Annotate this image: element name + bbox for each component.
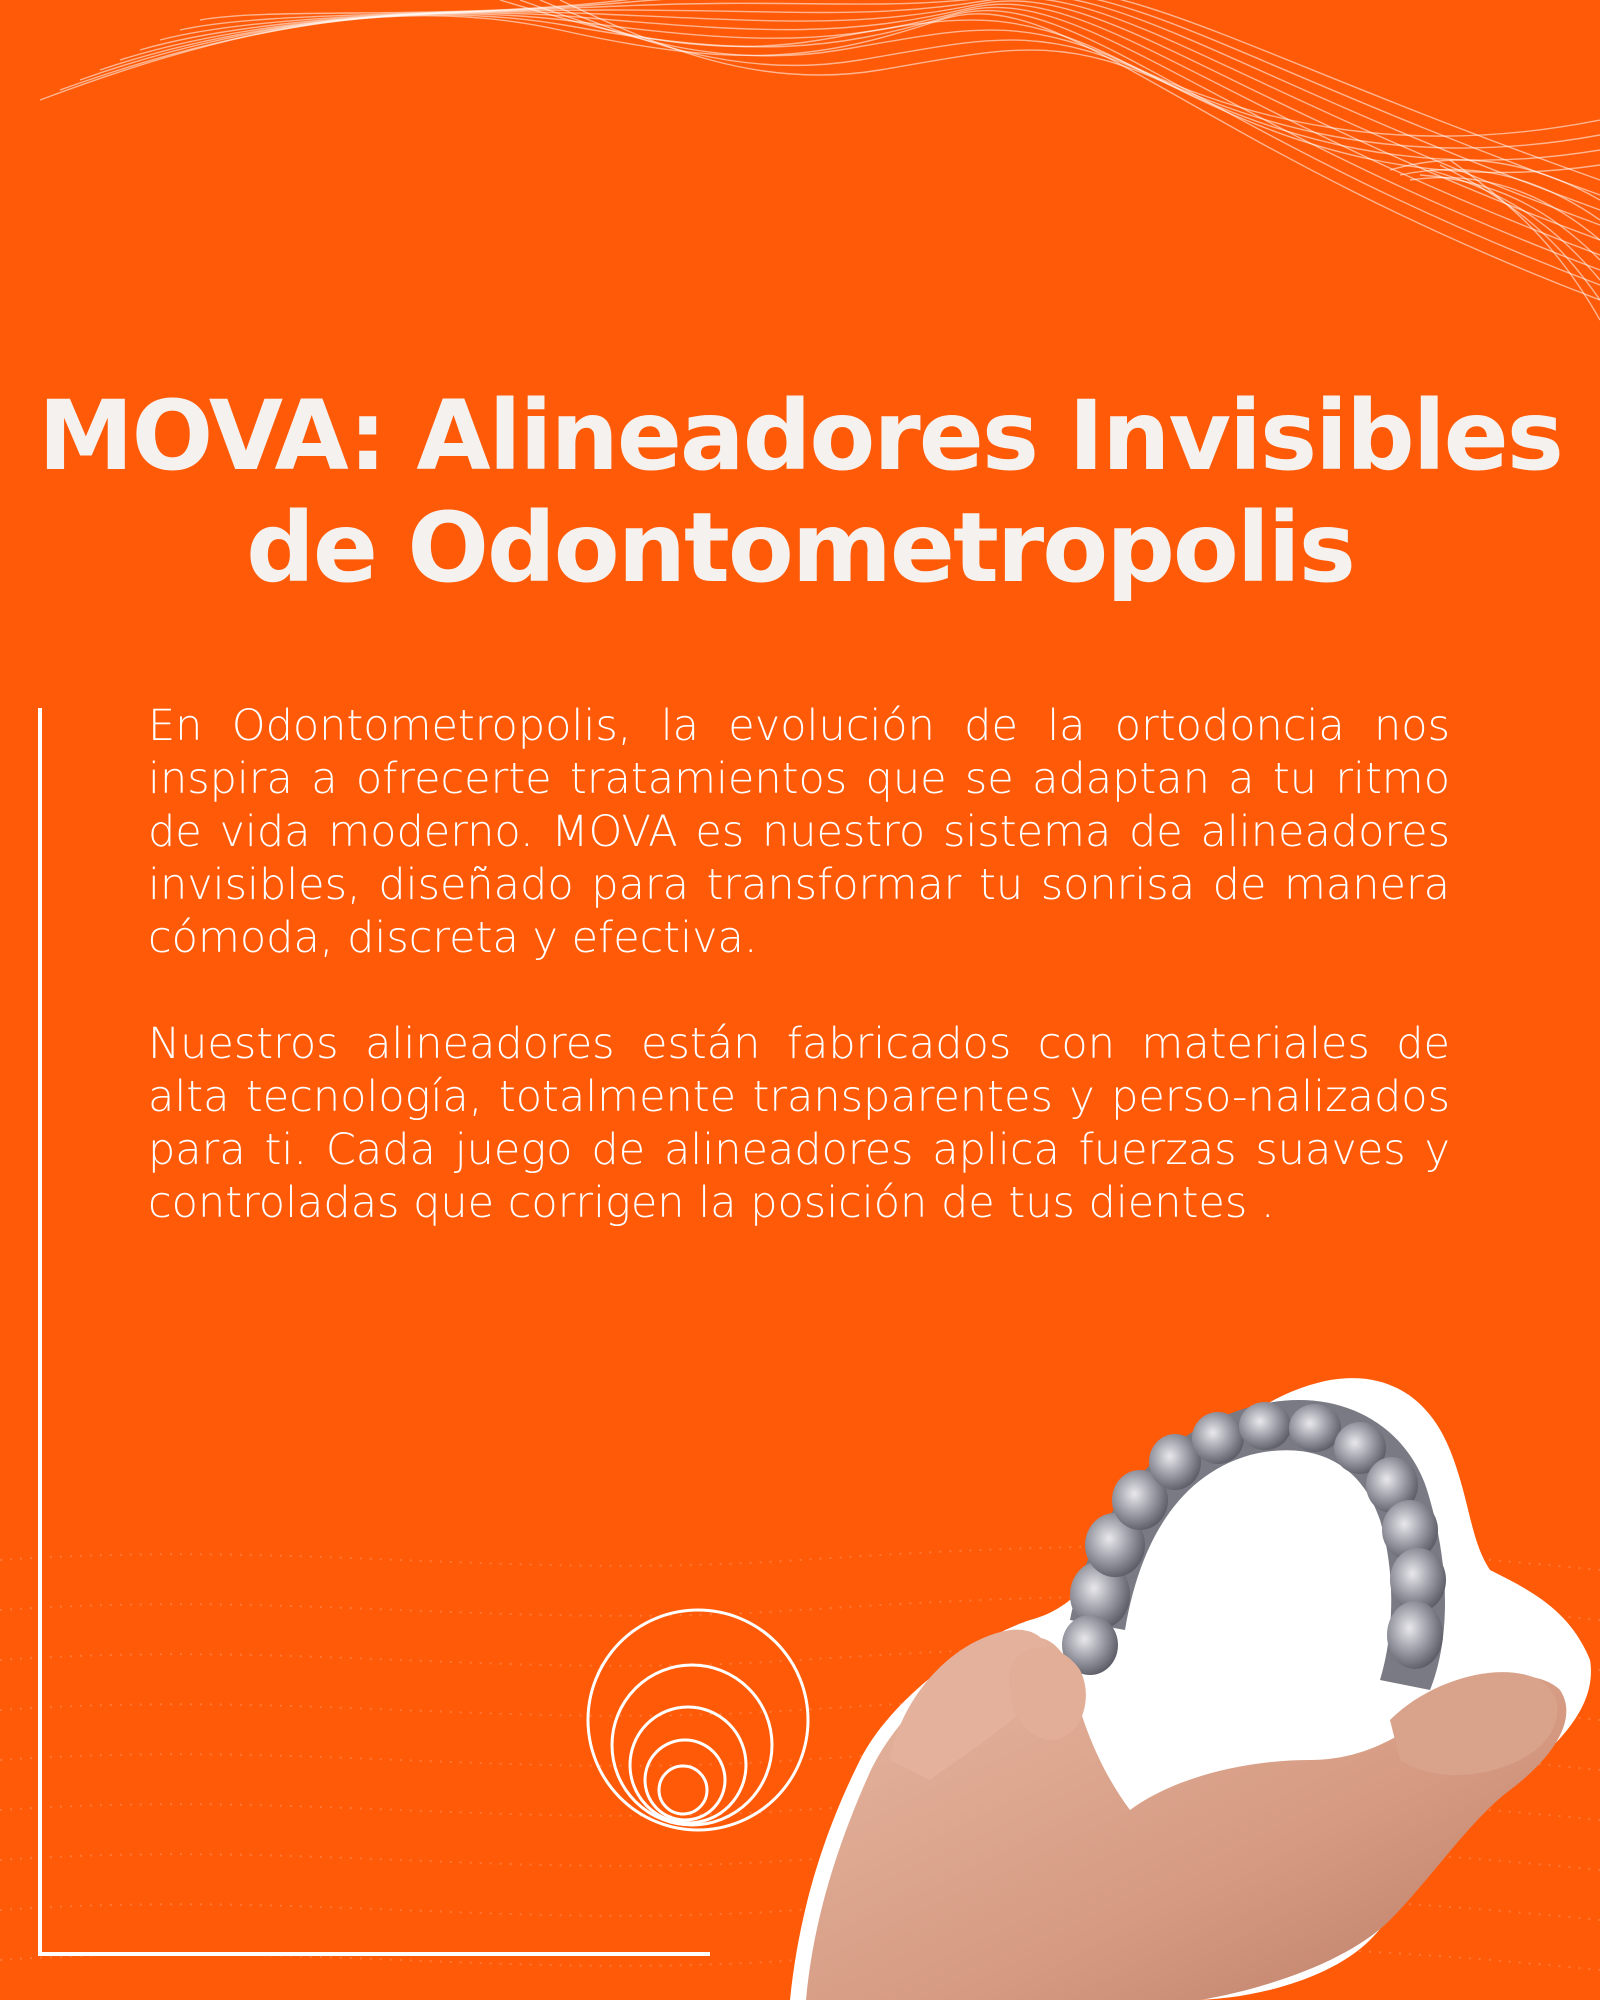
description <box>148 700 1450 1283</box>
hand-holding-aligner-illustration <box>770 1340 1600 2000</box>
frame-line-left <box>38 708 42 1956</box>
description-paragraph-2: Nuestros alineadores están fabricados con materiales de alta tecnología, totalmente transparentes y perso-nalizados para ti. Cada juego de alineadores aplica fuerzas suaves y controladas que corrigen la posición de tus dientes . <box>148 1019 1450 1228</box>
title-line-2: de Odontometropolis <box>246 492 1354 604</box>
page-title <box>0 380 1600 604</box>
wave-lines-decoration <box>0 0 1600 340</box>
frame-line-bottom <box>38 1952 710 1956</box>
title-line-1: MOVA: Alineadores Invisibles <box>38 380 1562 492</box>
description-paragraph-1: En Odontometropolis, la evolución de la ortodoncia nos inspira a ofrecerte tratamientos que se adaptan a tu ritmo de vida moderno. MOVA es nuestro sistema de alineadores invisibles, diseñado para transformar tu sonrisa de manera cómoda, discreta y efectiva. <box>148 701 1450 963</box>
